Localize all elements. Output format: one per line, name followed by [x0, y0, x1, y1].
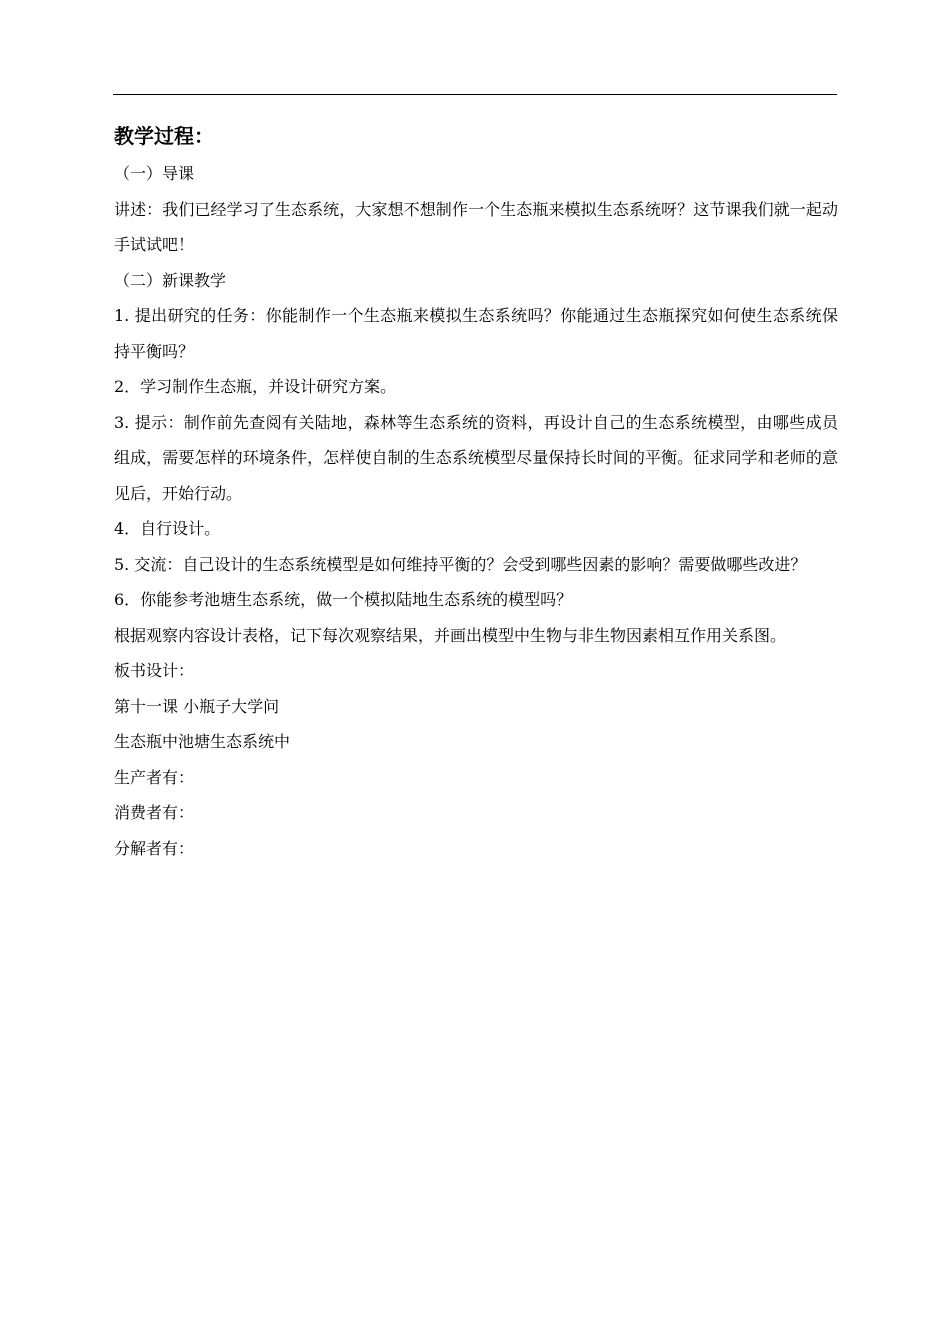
step-1-paragraph: 1. 提出研究的任务：你能制作一个生态瓶来模拟生态系统吗？你能通过生态瓶探究如何使生态系统保持平衡吗？: [114, 306, 838, 361]
step-3-paragraph: 3. 提示：制作前先查阅有关陆地，森林等生态系统的资料，再设计自己的生态系统模型，由哪些成员组成，需要怎样的环境条件，怎样使自制的生态系统模型尽量保持长时间的平衡。征求同学和老师的意见后，开始行动。: [114, 412, 838, 503]
consumers-line: 消费者有：: [114, 803, 195, 822]
step-4-line: 4．自行设计。: [114, 519, 221, 538]
lesson-title-line: 第十一课 小瓶子大学问: [114, 696, 280, 716]
ecosystem-line: 生态瓶中池塘生态系统中: [114, 732, 291, 751]
observation-paragraph: 根据观察内容设计表格，记下每次观察结果，并画出模型中生物与非生物因素相互作用关系图。: [114, 625, 787, 645]
intro-paragraph: 讲述：我们已经学习了生态系统，大家想不想制作一个生态瓶来模拟生态系统呀？这节课我们就一起动手试试吧！: [114, 199, 838, 254]
step-6-line: 6．你能参考池塘生态系统，做一个模拟陆地生态系统的模型吗？: [114, 590, 573, 609]
section-heading: 教学过程：: [114, 124, 214, 148]
new-lesson-subheading: （二）新课教学: [114, 270, 227, 290]
step-5-paragraph: 5. 交流：自己设计的生态系统模型是如何维持平衡的？会受到哪些因素的影响？需要做哪些改进？: [114, 554, 807, 574]
step-2-line: 2．学习制作生态瓶，并设计研究方案。: [114, 377, 397, 396]
header-rule: [113, 94, 837, 95]
document-body: [114, 116, 838, 866]
producers-line: 生产者有：: [114, 767, 195, 787]
intro-subheading: （一）导课: [114, 164, 195, 183]
decomposers-line: 分解者有：: [114, 838, 195, 858]
board-design-label: 板书设计：: [114, 661, 195, 680]
